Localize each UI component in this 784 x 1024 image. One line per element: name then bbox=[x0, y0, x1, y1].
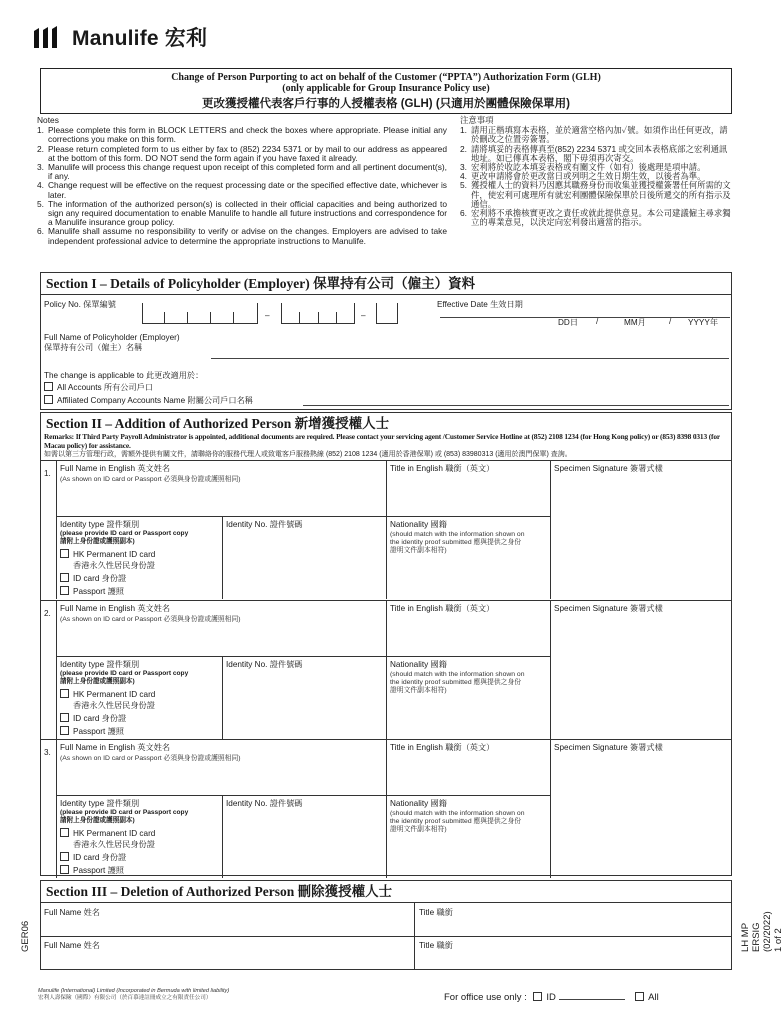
note-en-item: 1. Please complete this form in BLOCK LETTERS and check the boxes where appropriate. Please initial any corrections you make on this form. bbox=[37, 125, 447, 145]
option-hk-permanent[interactable]: HK Permanent ID card bbox=[60, 689, 155, 699]
id-no-label: Identity No. 證件號碼 bbox=[226, 799, 303, 808]
full-name-label-en: Full Name of Policyholder (Employer) bbox=[44, 333, 180, 342]
hk-permanent-zh: 香港永久性居民身份證 bbox=[73, 840, 155, 849]
full-name-en-label: Full Name in English 英文姓名 bbox=[60, 743, 171, 752]
nationality-hint: (should match with the information shown on the identity proof submitted 應與提供之身份 證明文件副本相符) bbox=[390, 671, 525, 694]
hk-permanent-checkbox[interactable] bbox=[60, 689, 69, 698]
id-no-label: Identity No. 證件號碼 bbox=[226, 660, 303, 669]
office-all-label: All bbox=[648, 992, 659, 1003]
full-name-line[interactable] bbox=[211, 358, 729, 359]
authorized-person-block bbox=[40, 460, 732, 598]
delete-title-label-2: Title 職銜 bbox=[419, 941, 453, 950]
section-3-heading: Section III – Deletion of Authorized Person 刪除獲授權人士 bbox=[41, 881, 731, 903]
person-number: 2. bbox=[44, 609, 51, 618]
footer-company-en: Manulife (International) Limited (Incorporated in Bermuda with limited liability) bbox=[38, 988, 230, 994]
id-card-checkbox[interactable] bbox=[60, 852, 69, 861]
brand-name: Manulife 宏利 bbox=[72, 27, 208, 50]
section-1 bbox=[40, 272, 732, 410]
option-affiliated[interactable] bbox=[44, 395, 253, 406]
note-en-item: 5. The information of the authorized person(s) is collected in their official capacities and being authorized to sign any required documentation to enable Manulife to handle all future instructions and correspondence for a Manulife insurance group policy. bbox=[37, 198, 447, 228]
option-hk-permanent[interactable]: HK Permanent ID card bbox=[60, 828, 155, 838]
title-line2: (only applicable for Group Insurance Policy use) bbox=[282, 83, 490, 94]
authorized-person-block bbox=[40, 600, 732, 738]
side-code-right: LH MP ERSIG (02/2022) 1 of 2 bbox=[740, 911, 784, 952]
nationality-hint: (should match with the information shown on the identity proof submitted 應與提供之身份 證明文件副本相符) bbox=[390, 531, 525, 554]
form-title bbox=[40, 68, 732, 114]
id-type-hint: (please provide ID card or Passport copy 請附上身份證或護照副本) bbox=[60, 670, 189, 685]
passport-checkbox[interactable] bbox=[60, 726, 69, 735]
option-passport[interactable]: Passport 護照 bbox=[60, 865, 124, 876]
delete-name-label-1: Full Name 姓名 bbox=[44, 908, 100, 917]
date-yyyy: YYYY年 bbox=[688, 318, 719, 327]
section-2-remarks-en: Remarks: If Third Party Payroll Administrator is appointed, additional documents are required. Please contact your servicing agent /Customer Service Hotline at (852) 2108 1234 (for Hong Kong policy) or (853) 8398 0313 (for Macau policy) for assistance. bbox=[44, 432, 720, 450]
nationality-label: Nationality 國籍 bbox=[390, 799, 447, 808]
title-en-label: Title in English 職銜（英文） bbox=[390, 464, 495, 473]
footer-company bbox=[38, 988, 229, 1002]
all-accounts-label: All Accounts 所有公司戶口 bbox=[57, 383, 153, 392]
hk-permanent-zh: 香港永久性居民身份證 bbox=[73, 561, 155, 570]
nationality-hint: (should match with the information shown on the identity proof submitted 應與提供之身份 證明文件副本相符) bbox=[390, 810, 525, 833]
note-zh-item: 2. 請將填妥的表格傳真至(852) 2234 5371 或交回本表格底部之宏利通訊地址。如已傳真本表格，閣下毋須再次寄交。 bbox=[460, 143, 728, 163]
full-name-en-label: Full Name in English 英文姓名 bbox=[60, 464, 171, 473]
section-1-heading: Section I – Details of Policyholder (Employer) 保單持有公司（僱主）資料 bbox=[41, 273, 731, 295]
policy-no-boxes-a[interactable] bbox=[142, 303, 258, 324]
title-en-label: Title in English 職銜（英文） bbox=[390, 743, 495, 752]
notes-en-heading: Notes bbox=[37, 115, 59, 125]
note-zh-item: 6. 宏利將不承擔核實更改之責任或就此提供意見。本公司建議僱主尋求獨立的專業意見，以決定向宏利發出適當的指示。 bbox=[460, 208, 731, 228]
office-use-label: For office use only : bbox=[444, 992, 527, 1003]
notes-zh-heading: 注意事項 bbox=[460, 115, 494, 125]
policy-dash-1: – bbox=[265, 311, 270, 320]
policy-no-label: Policy No. 保單編號 bbox=[44, 300, 116, 309]
full-name-hint: (As shown on ID card or Passport 必須與身份證或護照相同) bbox=[60, 755, 241, 762]
full-name-hint: (As shown on ID card or Passport 必須與身份證或護照相同) bbox=[60, 616, 241, 623]
notes-en bbox=[37, 116, 447, 246]
person-number: 1. bbox=[44, 469, 51, 478]
passport-checkbox[interactable] bbox=[60, 865, 69, 874]
notes-zh bbox=[460, 116, 732, 227]
title-line3: 更改獲授權代表客戶行事的人授權表格 (GLH) (只適用於團體保險保單用) bbox=[202, 98, 570, 110]
date-mm: MM月 bbox=[624, 318, 646, 327]
option-passport[interactable]: Passport 護照 bbox=[60, 586, 124, 597]
side-code-left: GER06 bbox=[20, 920, 31, 952]
hk-permanent-checkbox[interactable] bbox=[60, 549, 69, 558]
note-zh-item: 5. 獲授權人士的資料乃因應其職務身份而收集並獲授權簽署任何所需的文件，使宏利可處理所有就宏利團體保險保單於日後所遞交的所有指示及通信。 bbox=[460, 180, 731, 209]
title-line1: Change of Person Purporting to act on behalf of the Customer (“PPTA”) Authorization Form (GLH) bbox=[171, 72, 601, 83]
delete-name-label-2: Full Name 姓名 bbox=[44, 941, 100, 950]
id-type-label: Identity type 證件類別 bbox=[60, 660, 140, 669]
manulife-m-icon bbox=[34, 26, 64, 48]
effective-date-label: Effective Date 生效日期 bbox=[437, 300, 523, 309]
all-accounts-checkbox[interactable] bbox=[44, 382, 53, 391]
note-zh-item: 3. 宏利將於收訖本填妥表格或有關文件（如有）後處理是項申請。 bbox=[460, 162, 706, 173]
affiliated-label: Affiliated Company Accounts Name 附屬公司戶口名稱 bbox=[57, 396, 253, 405]
id-type-hint: (please provide ID card or Passport copy 請附上身份證或護照副本) bbox=[60, 530, 189, 545]
id-type-label: Identity type 證件類別 bbox=[60, 520, 140, 529]
section-2-heading: Section II – Addition of Authorized Person 新增獲授權人士 bbox=[46, 416, 390, 431]
full-name-en-label: Full Name in English 英文姓名 bbox=[60, 604, 171, 613]
applicable-label: The change is applicable to 此更改適用於： bbox=[44, 371, 204, 380]
id-card-checkbox[interactable] bbox=[60, 573, 69, 582]
note-en-item: 3. Manulife will process this change request upon receipt of this completed form and all pertinent document(s), if any. bbox=[37, 162, 447, 182]
policy-dash-2: – bbox=[361, 311, 366, 320]
date-slash-1: / bbox=[596, 317, 599, 326]
option-all-accounts[interactable] bbox=[44, 382, 153, 393]
note-en-item: 6. Manulife shall assume no responsibility to verify or advise on the changes. Employers are advised to take independent professional advice to determine the appropriate instructions to Manulife. bbox=[37, 226, 447, 246]
date-dd: DD日 bbox=[558, 318, 579, 327]
option-id-card[interactable]: ID card 身份證 bbox=[60, 852, 126, 863]
note-en-item: 2. Please return completed form to us either by fax to (852) 2234 5371 or by mail to our address as appeared at the bottom of this form. DO NOT send the form again if you have faxed it already. bbox=[37, 143, 447, 163]
id-type-label: Identity type 證件類別 bbox=[60, 799, 140, 808]
office-all-checkbox[interactable] bbox=[635, 992, 644, 1001]
title-en-label: Title in English 職銜（英文） bbox=[390, 604, 495, 613]
office-id-label: ID bbox=[546, 992, 556, 1003]
manulife-logo bbox=[34, 22, 207, 52]
option-id-card[interactable]: ID card 身份證 bbox=[60, 573, 126, 584]
note-zh-item: 1. 請用正楷填寫本表格，並於適當空格內加✓號。如須作出任何更改，請於刪改之位置旁簽署。 bbox=[460, 125, 728, 145]
affiliated-name-line[interactable] bbox=[303, 405, 729, 406]
option-id-card[interactable]: ID card 身份證 bbox=[60, 713, 126, 724]
date-slash-2: / bbox=[669, 317, 672, 326]
nationality-label: Nationality 國籍 bbox=[390, 660, 447, 669]
section-3 bbox=[40, 880, 732, 970]
footer-company-zh: 宏利人壽保險（國際）有限公司（於百慕達註冊成立之有限責任公司） bbox=[38, 995, 212, 1001]
person-number: 3. bbox=[44, 748, 51, 757]
option-passport[interactable]: Passport 護照 bbox=[60, 726, 124, 737]
signature-label: Specimen Signature 簽署式樣 bbox=[554, 743, 663, 752]
note-en-item: 4. Change request will be effective on the request processing date or the specified effective date, whichever is later. bbox=[37, 180, 447, 200]
full-name-hint: (As shown on ID card or Passport 必須與身份證或護照相同) bbox=[60, 476, 241, 483]
full-name-label bbox=[44, 333, 180, 353]
id-type-hint: (please provide ID card or Passport copy 請附上身份證或護照副本) bbox=[60, 809, 189, 824]
id-no-label: Identity No. 證件號碼 bbox=[226, 520, 303, 529]
effective-date-line[interactable] bbox=[440, 317, 730, 318]
hk-permanent-zh: 香港永久性居民身份證 bbox=[73, 701, 155, 710]
option-hk-permanent[interactable]: HK Permanent ID card bbox=[60, 549, 155, 559]
passport-checkbox[interactable] bbox=[60, 586, 69, 595]
nationality-label: Nationality 國籍 bbox=[390, 520, 447, 529]
policy-no-boxes-c[interactable] bbox=[376, 303, 398, 324]
id-card-checkbox[interactable] bbox=[60, 713, 69, 722]
office-id-line[interactable] bbox=[559, 999, 625, 1000]
section-2-remarks-zh: 如需以第三方管理行政，需額外提供有關文件，請聯絡你的服務代理人或致電客戶服務熱線 (852) 2108 1234 (適用於香港保單) 或 (853) 83980313 (適用於澳門保單) 查詢。 bbox=[44, 451, 572, 458]
full-name-label-zh: 保單持有公司（僱主）名稱 bbox=[44, 343, 143, 352]
hk-permanent-checkbox[interactable] bbox=[60, 828, 69, 837]
note-zh-item: 4. 更改申請將會於更改當日或列明之生效日期生效，以後者為準。 bbox=[460, 171, 706, 182]
office-id-checkbox[interactable] bbox=[533, 992, 542, 1001]
authorized-person-block bbox=[40, 739, 732, 877]
signature-label: Specimen Signature 簽署式樣 bbox=[554, 604, 663, 613]
affiliated-checkbox[interactable] bbox=[44, 395, 53, 404]
office-use bbox=[444, 992, 659, 1003]
signature-label: Specimen Signature 簽署式樣 bbox=[554, 464, 663, 473]
delete-title-label-1: Title 職銜 bbox=[419, 908, 453, 917]
